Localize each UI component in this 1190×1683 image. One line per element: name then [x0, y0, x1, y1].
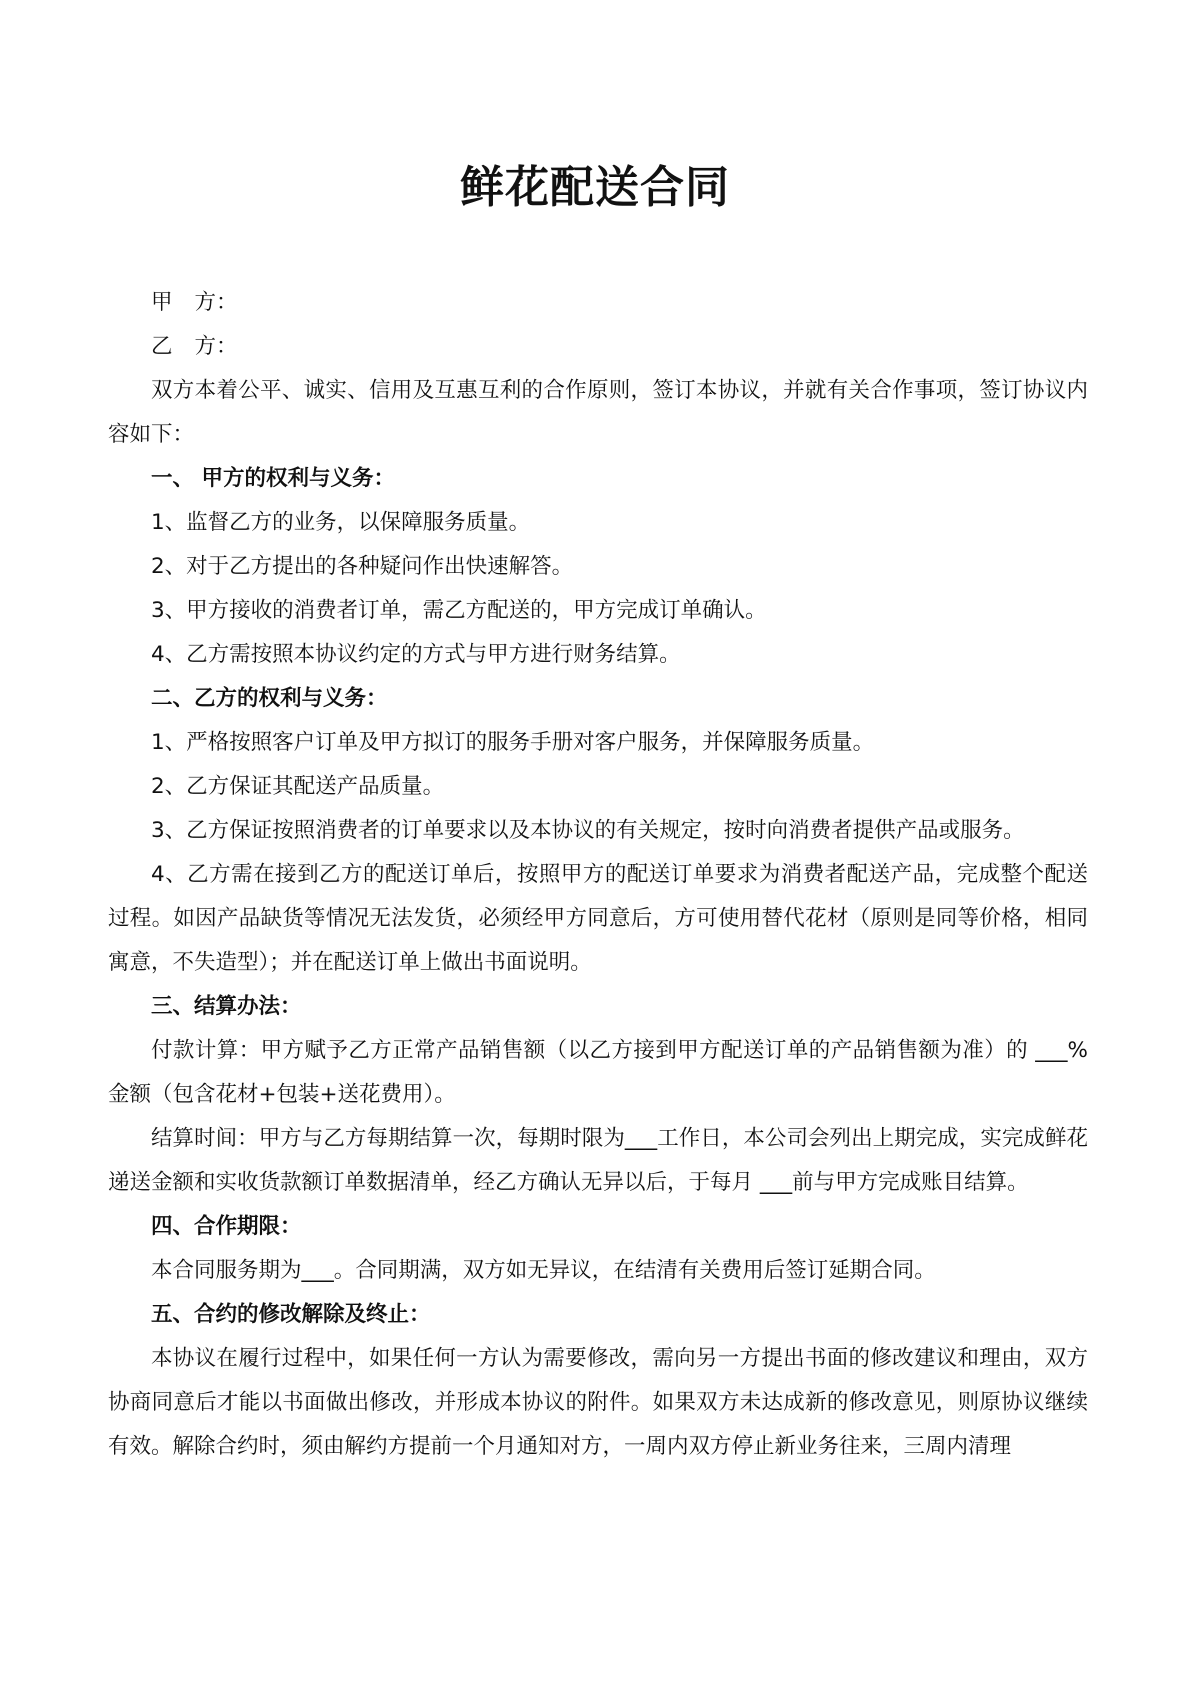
party-b-label-char: 乙 — [151, 334, 173, 359]
section-1-heading: 一、 甲方的权利与义务： — [151, 466, 395, 491]
settlement-time-paragraph: 结算时间：甲方与乙方每期结算一次，每期时限为___工作日，本公司会列出上期完成，实完成鲜花递送金额和实收货款额订单数据清单，经乙方确认无异以后，于每月 ___前与甲方完成账目结算。 — [108, 1126, 1088, 1195]
party-b-line — [108, 325, 1088, 369]
party-a-label-suffix: 方： — [194, 290, 238, 315]
section-5-heading: 五、合约的修改解除及终止： — [151, 1302, 431, 1327]
section-4-heading: 四、合作期限： — [151, 1214, 302, 1239]
section-2-item: 1、严格按照客户订单及甲方拟订的服务手册对客户服务，并保障服务质量。 — [151, 730, 875, 755]
document-title: 鲜花配送合同 — [460, 162, 730, 213]
party-b-label-suffix: 方： — [194, 334, 238, 359]
party-a-label-char: 甲 — [151, 290, 173, 315]
party-a-line — [108, 281, 1088, 325]
intro-paragraph: 双方本着公平、诚实、信用及互惠互利的合作原则，签订本协议，并就有关合作事项，签订协议内容如下： — [108, 378, 1088, 447]
section-1-item: 3、甲方接收的消费者订单，需乙方配送的，甲方完成订单确认。 — [151, 598, 767, 623]
document-body — [108, 281, 1088, 1469]
modification-paragraph: 本协议在履行过程中，如果任何一方认为需要修改，需向另一方提出书面的修改建议和理由，双方协商同意后才能以书面做出修改，并形成本协议的附件。如果双方未达成新的修改意见，则原协议继续有效。解除合约时，须由解约方提前一个月通知对方，一周内双方停止新业务往来，三周内清理 — [108, 1346, 1088, 1459]
section-2-item: 3、乙方保证按照消费者的订单要求以及本协议的有关规定，按时向消费者提供产品或服务。 — [151, 818, 1025, 843]
section-2-item: 2、乙方保证其配送产品质量。 — [151, 774, 445, 799]
payment-calculation-paragraph: 付款计算：甲方赋予乙方正常产品销售额（以乙方接到甲方配送订单的产品销售额为准）的 ___%金额（包含花材+包装+送花费用）。 — [108, 1038, 1088, 1107]
section-2-item: 4、乙方需在接到乙方的配送订单后，按照甲方的配送订单要求为消费者配送产品，完成整个配送过程。如因产品缺货等情况无法发货，必须经甲方同意后，方可使用替代花材（原则是同等价格，相同寓意，不失造型）；并在配送订单上做出书面说明。 — [108, 862, 1088, 975]
section-1-item: 4、乙方需按照本协议约定的方式与甲方进行财务结算。 — [151, 642, 681, 667]
section-3-heading: 三、结算办法： — [151, 994, 302, 1019]
section-2-heading: 二、乙方的权利与义务： — [151, 686, 388, 711]
section-1-item: 1、监督乙方的业务，以保障服务质量。 — [151, 510, 531, 535]
term-paragraph: 本合同服务期为___。合同期满，双方如无异议，在结清有关费用后签订延期合同。 — [151, 1258, 936, 1283]
section-1-item: 2、对于乙方提出的各种疑问作出快速解答。 — [151, 554, 574, 579]
